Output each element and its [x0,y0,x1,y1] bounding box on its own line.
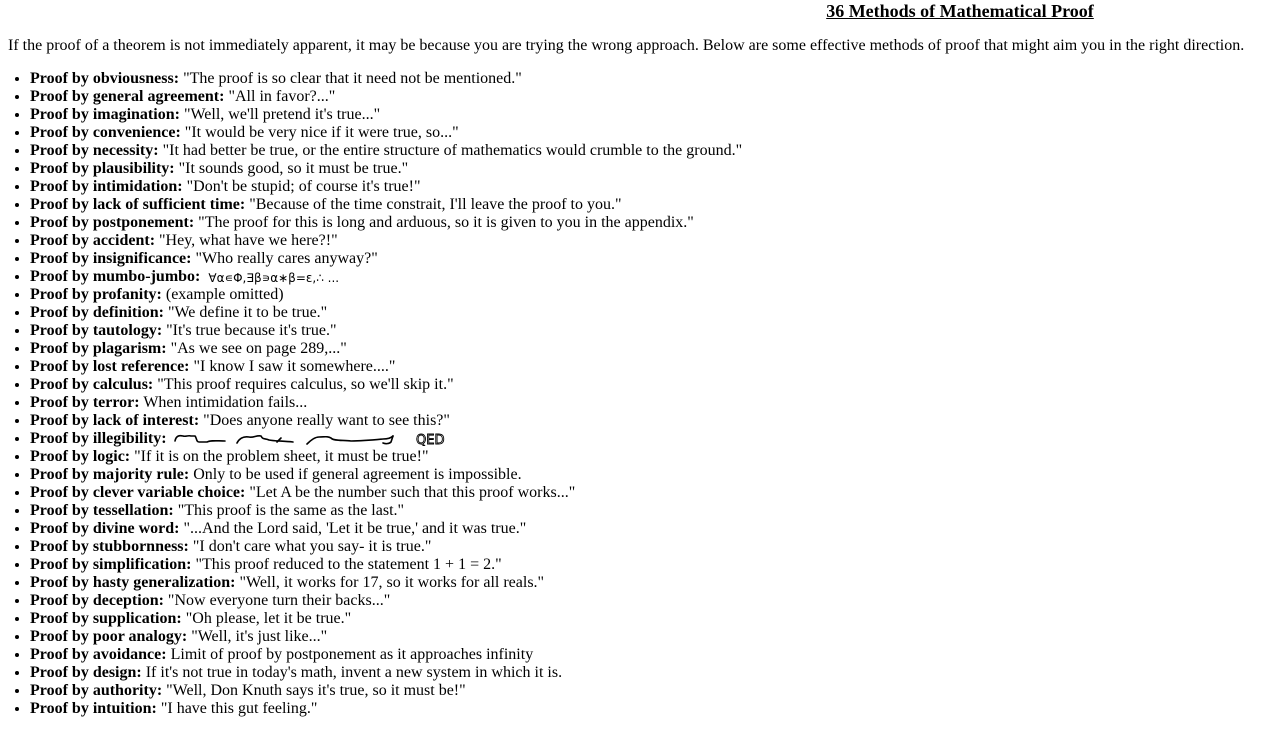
method-name: Proof by deception: [30,592,164,609]
mumbo-jumbo-formula-image: ∀α∊Φ,∃β∍α∗β=ε,∴ ... [208,271,340,285]
method-name: Proof by insignificance: [30,250,192,267]
method-name: Proof by supplication: [30,610,182,627]
method-name: Proof by convenience: [30,124,181,141]
method-description: "All in favor?..." [228,88,336,105]
list-item [30,484,742,502]
method-name: Proof by mumbo-jumbo: [30,268,201,285]
list-item [30,142,742,160]
list-item [30,268,742,286]
method-description: "It sounds good, so it must be true." [178,160,409,177]
method-description: "This proof is the same as the last." [177,502,405,519]
method-description: "Well, Don Knuth says it's true, so it must be!" [166,682,466,699]
method-name: Proof by imagination: [30,106,180,123]
method-name: Proof by avoidance: [30,646,167,663]
method-name: Proof by clever variable choice: [30,484,246,501]
method-description: "Don't be stupid; of course it's true!" [186,178,421,195]
method-name: Proof by accident: [30,232,156,249]
list-item [30,232,742,250]
list-item [30,556,742,574]
method-description: "Now everyone turn their backs..." [167,592,391,609]
list-item [30,664,742,682]
method-description: When intimidation fails... [143,394,308,411]
list-item [30,592,742,610]
method-description: "This proof reduced to the statement 1 + 1 = 2." [195,556,502,573]
method-description: "I have this gut feeling." [160,700,318,717]
method-name: Proof by lost reference: [30,358,190,375]
method-name: Proof by lack of sufficient time: [30,196,246,213]
list-item [30,646,742,664]
list-item [30,538,742,556]
list-item [30,700,742,718]
list-item [30,412,742,430]
method-description: "I know I saw it somewhere...." [193,358,396,375]
list-item [30,448,742,466]
method-name: Proof by plagarism: [30,340,167,357]
method-name: Proof by majority rule: [30,466,190,483]
method-description: "Hey, what have we here?!" [159,232,338,249]
list-item [30,160,742,178]
method-description: Limit of proof by postponement as it approaches infinity [170,646,534,663]
list-item [30,88,742,106]
method-description: "...And the Lord said, 'Let it be true,' and it was true." [183,520,527,537]
list-item [30,214,742,232]
method-description: Only to be used if general agreement is impossible. [193,466,522,483]
method-name: Proof by plausibility: [30,160,175,177]
methods-list [0,70,742,718]
method-description: "Does anyone really want to see this?" [203,412,450,429]
method-name: Proof by profanity: [30,286,162,303]
list-item [30,574,742,592]
list-item [30,286,742,304]
method-description: "Because of the time constrait, I'll leave the proof to you." [249,196,622,213]
method-description: "If it is on the problem sheet, it must be true!" [134,448,429,465]
method-name: Proof by intuition: [30,700,157,717]
method-description: "It's true because it's true." [166,322,337,339]
list-item [30,394,742,412]
list-item [30,250,742,268]
method-name: Proof by logic: [30,448,131,465]
method-name: Proof by tautology: [30,322,163,339]
method-description: "Who really cares anyway?" [195,250,378,267]
method-description: "As we see on page 289,..." [170,340,347,357]
method-name: Proof by calculus: [30,376,154,393]
method-name: Proof by simplification: [30,556,192,573]
method-name: Proof by illegibility: [30,430,167,447]
method-name: Proof by poor analogy: [30,628,188,645]
method-description: "Well, it works for 17, so it works for all reals." [239,574,545,591]
list-item [30,178,742,196]
list-item [30,430,742,448]
page-title: 36 Methods of Mathematical Proof [826,1,1094,21]
list-item [30,106,742,124]
method-description: "It would be very nice if it were true, so..." [184,124,459,141]
method-description: "It had better be true, or the entire structure of mathematics would crumble to the ground." [162,142,743,159]
method-name: Proof by divine word: [30,520,180,537]
method-description: "Oh please, let it be true." [185,610,352,627]
method-description: "We define it to be true." [167,304,328,321]
list-item [30,466,742,484]
method-name: Proof by tessellation: [30,502,174,519]
method-description: "Well, it's just like..." [191,628,328,645]
list-item [30,358,742,376]
method-name: Proof by design: [30,664,142,681]
method-name: Proof by hasty generalization: [30,574,236,591]
method-name: Proof by obviousness: [30,70,180,87]
list-item [30,70,742,88]
qed-text: QED [415,433,445,446]
method-name: Proof by necessity: [30,142,159,159]
method-description: "This proof requires calculus, so we'll skip it." [157,376,454,393]
list-item [30,502,742,520]
method-description: "The proof is so clear that it need not be mentioned." [183,70,522,87]
method-name: Proof by postponement: [30,214,195,231]
method-name: Proof by authority: [30,682,163,699]
list-item [30,628,742,646]
list-item [30,304,742,322]
list-item [30,376,742,394]
list-item [30,340,742,358]
list-item [30,322,742,340]
method-name: Proof by intimidation: [30,178,183,195]
list-item [30,682,742,700]
method-name: Proof by definition: [30,304,164,321]
method-name: Proof by lack of interest: [30,412,200,429]
method-description: (example omitted) [165,286,284,303]
method-description: "Well, we'll pretend it's true..." [183,106,381,123]
method-name: Proof by terror: [30,394,140,411]
list-item [30,196,742,214]
method-description: "Let A be the number such that this proof works..." [249,484,576,501]
intro-paragraph: If the proof of a theorem is not immediately apparent, it may be because you are trying the wrong approach. Below are some effective methods of proof that might aim you in the right direction. [8,37,1245,54]
method-description: "The proof for this is long and arduous, so it is given to you in the appendix." [198,214,694,231]
method-name: Proof by general agreement: [30,88,225,105]
list-item [30,610,742,628]
method-description: If it's not true in today's math, invent a new system in which it is. [145,664,563,681]
method-description: "I don't care what you say- it is true." [192,538,432,555]
list-item [30,124,742,142]
method-name: Proof by stubbornness: [30,538,189,555]
list-item [30,520,742,538]
